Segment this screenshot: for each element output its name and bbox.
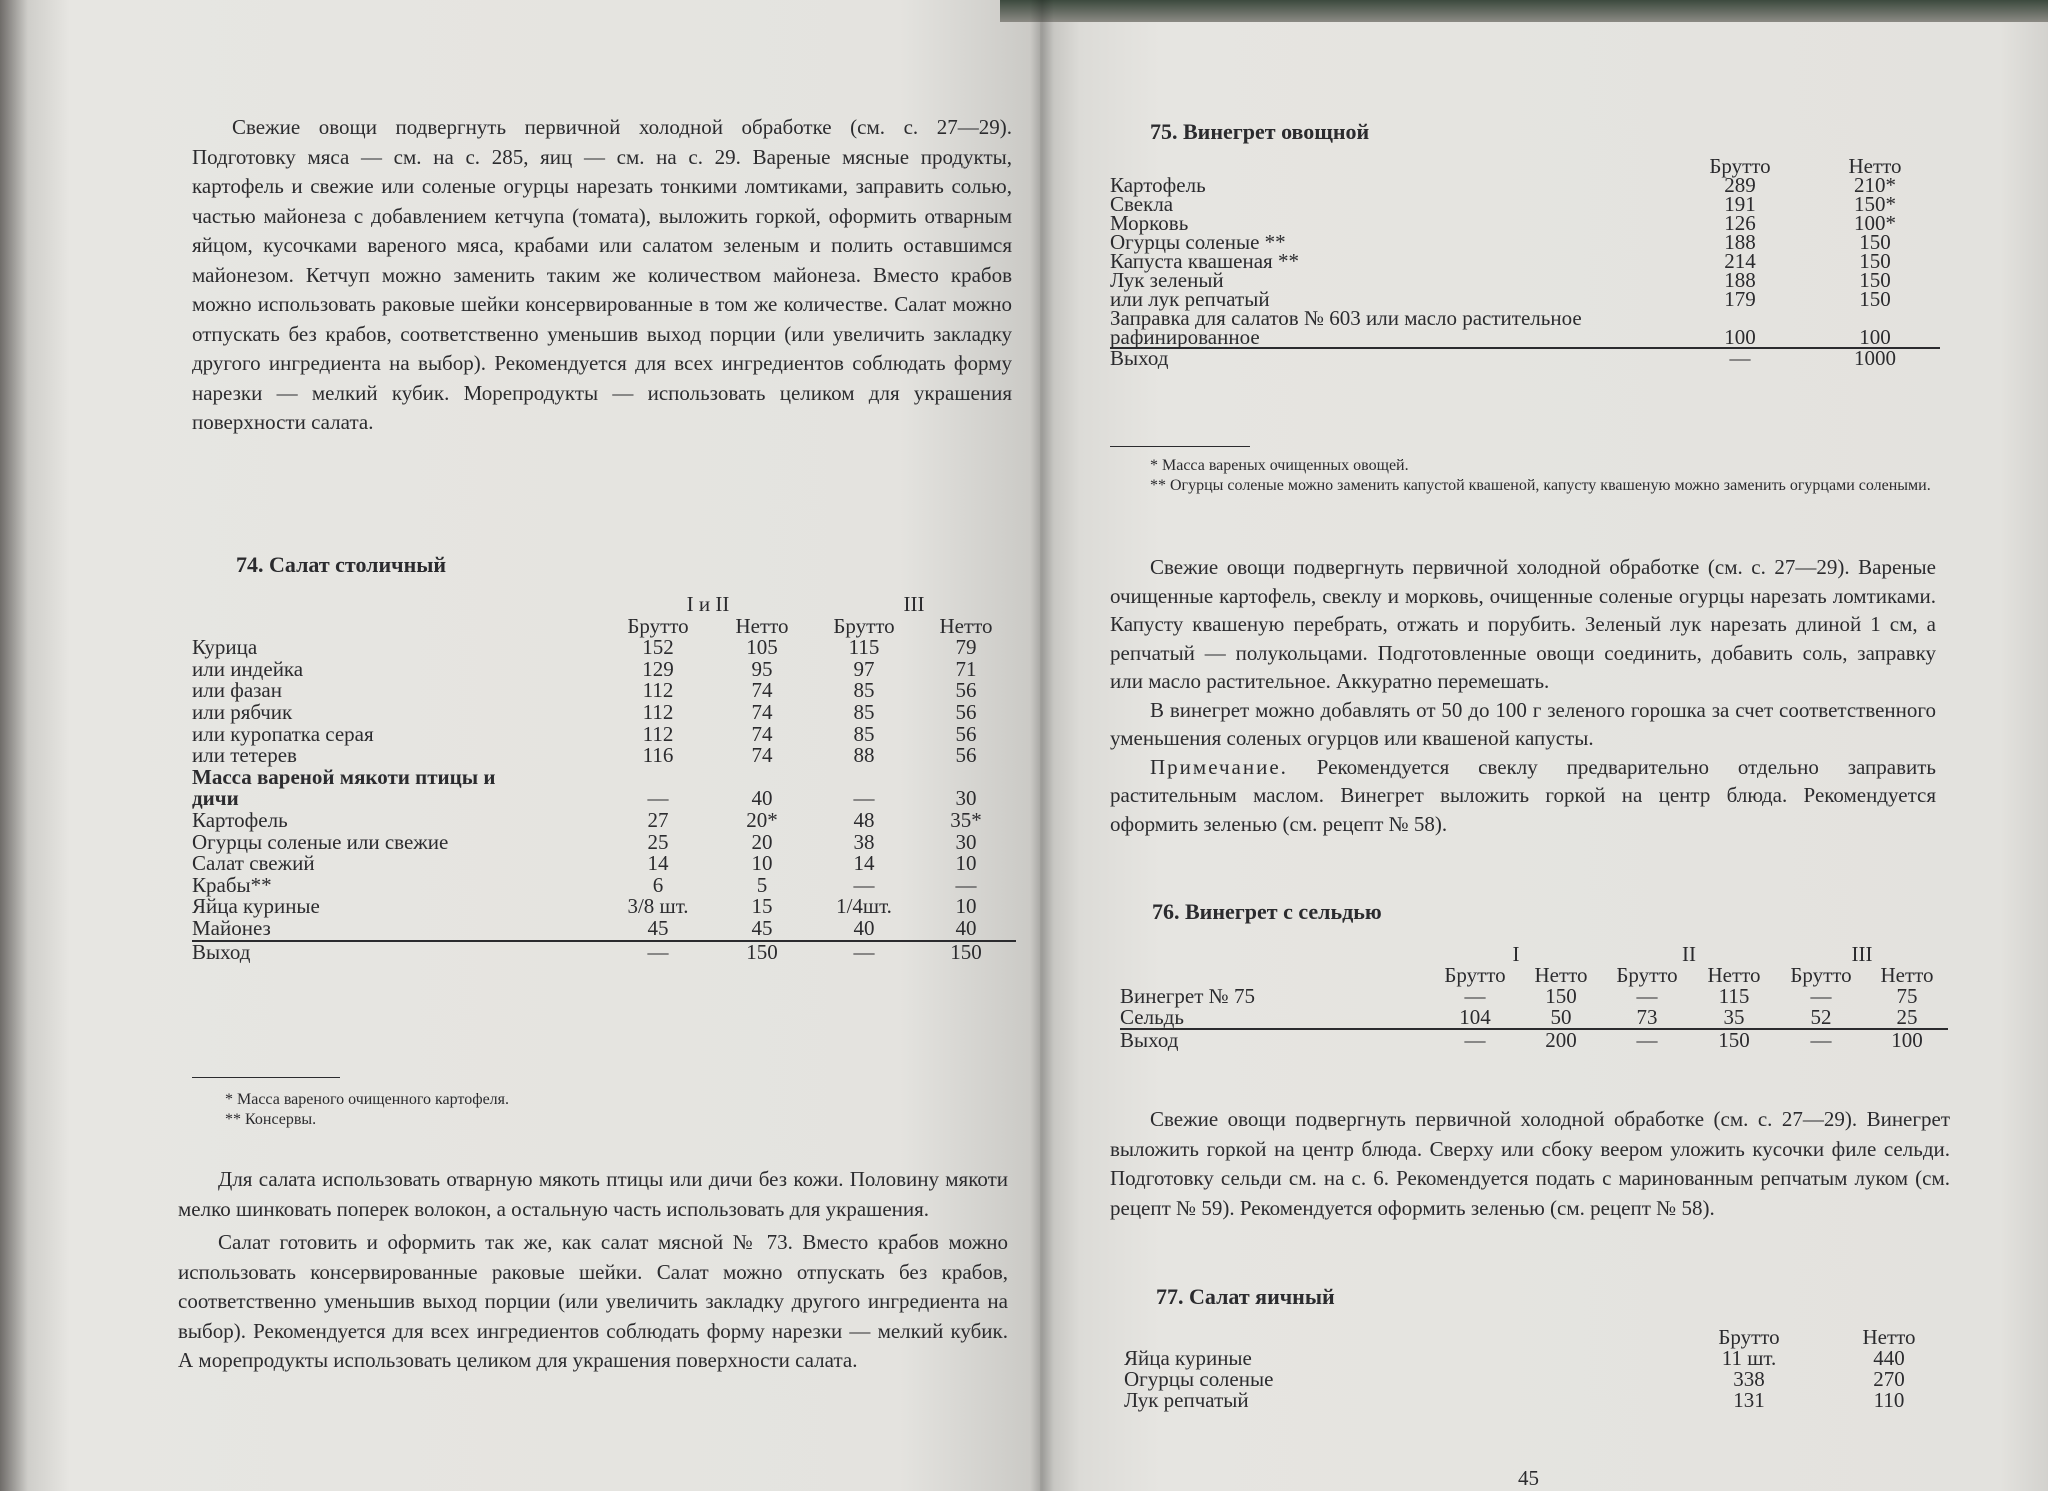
quantity-cell: 110 — [1873, 1388, 1905, 1412]
recipe-77-table-wrap — [1124, 1327, 1954, 1411]
quantity-cell: 100 — [1859, 325, 1891, 349]
quantity-cell: 56 — [955, 721, 977, 746]
column-header: Нетто — [1707, 963, 1761, 987]
total-cell: 150 — [1692, 1029, 1776, 1051]
footnote-rule — [1110, 446, 1250, 447]
ingredient-name: Заправка для салатов № 603 или масло растительное — [1110, 306, 1582, 330]
total-cell: — — [1776, 1029, 1866, 1051]
quantity-cell: — — [853, 786, 875, 811]
recipe-76-table — [1120, 944, 1948, 1051]
ingredient-name: Картофель — [1110, 173, 1206, 197]
quantity-cell: 112 — [642, 678, 674, 703]
table-row — [1110, 176, 1940, 195]
quantity-cell: 74 — [751, 743, 773, 768]
ingredient-name: или куропатка серая — [192, 721, 374, 746]
quantity-cell: 48 — [853, 807, 875, 832]
column-header: Брутто — [1444, 963, 1506, 987]
quantity-cell: 15 — [751, 894, 773, 919]
table-row — [1110, 252, 1940, 271]
quantity-cell: 10 — [751, 851, 773, 876]
ingredient-name: Салат свежий — [192, 851, 315, 876]
total-cell: 100 — [1866, 1029, 1948, 1051]
table-row — [192, 767, 1016, 789]
footnote: ** Консервы. — [225, 1111, 317, 1128]
quantity-cell: 115 — [1718, 984, 1750, 1008]
quantity-cell: 150 — [1859, 230, 1891, 254]
quantity-cell: 191 — [1724, 192, 1756, 216]
quantity-cell: 35* — [950, 807, 982, 832]
quantity-cell: 95 — [751, 656, 773, 681]
ingredient-name: Морковь — [1110, 211, 1189, 235]
quantity-cell: 56 — [955, 743, 977, 768]
column-header: Брутто — [1718, 1325, 1780, 1349]
intro-paragraph: Свежие овощи подвергнуть первичной холодной обработке (см. с. 27—29). Подготовку мяса — см. на с. 285, яиц — см. на с. 29. Вареные мясные продукты, картофель и свежие или соленые огурцы нарезать тонкими ломтиками, заправить солью, частью майонеза с добавлением кетчупа (томата), выложить горкой, оформить отварным яйцом, кусочками вареного мяса, крабами или салатом зеленым и полить оставшимся майонезом. Кетчуп можно заменить таким же количеством майонеза. Вместо крабов можно использовать раковые шейки консервированные в том же количестве. Салат можно отпускать без крабов, соответственно уменьшив выход порции (или увеличить закладку другого ингредиента на выбор). Рекомендуется для всех ингредиентов соблюдать форму нарезки — мелкий кубик. Морепродукты — использовать целиком для украшения поверхности салата. — [192, 115, 1012, 434]
quantity-cell: 14 — [647, 851, 669, 876]
quantity-cell: 150* — [1854, 192, 1896, 216]
recipe-76-paragraph: Свежие овощи подвергнуть первичной холодной обработке (см. с. 27—29). Винегрет выложить горкой на центр блюда. Сверху или сбоку веером уложить кусочки филе сельди. Подготовку сельди см. на с. 6. Рекомендуется подать с маринованным репчатым луком (см. рецепт № 59). Рекомендуется оформить зеленью (см. рецепт № 58). — [1110, 1107, 1950, 1220]
ingredient-name: Крабы** — [192, 872, 272, 897]
ingredient-name: Лук зеленый — [1110, 268, 1224, 292]
quantity-cell: 74 — [751, 678, 773, 703]
quantity-cell: 10 — [955, 851, 977, 876]
total-row — [192, 941, 1016, 964]
quantity-cell: 71 — [955, 656, 977, 681]
quantity-cell: 40 — [751, 786, 773, 811]
recipe-75-paragraph-1: Свежие овощи подвергнуть первичной холодной обработке (см. с. 27—29). Вареные очищенные картофель, свеклу и морковь, очищенные соленые огурцы нарезать ломтиками. Капусту квашеную перебрать, отжать и порубить. Зеленый лук нарезать длиной 1 см, а репчатый — полукольцами. Подготовленные овощи соединить, добавить соль, заправку или масло растительное. Аккуратно перемешать. — [1110, 555, 1936, 693]
quantity-cell: 5 — [756, 872, 768, 897]
table-row — [192, 724, 1016, 746]
quantity-cell: 440 — [1873, 1346, 1905, 1370]
group-header: I и II — [686, 592, 730, 616]
ingredient-name: рафинированное — [1110, 325, 1260, 349]
total-cell: 150 — [712, 941, 812, 964]
quantity-cell: 45 — [751, 915, 773, 940]
quantity-cell: 97 — [853, 656, 875, 681]
footnote: ** Огурцы соленые можно заменить капустой квашеной, капусту квашеную можно заменить огурцами солеными. — [1150, 477, 1931, 494]
table-row — [1124, 1390, 1954, 1411]
recipe-74-title: 74. Салат столичный — [236, 552, 447, 577]
total-cell: 150 — [916, 941, 1016, 964]
ingredient-name: Винегрет № 75 — [1120, 984, 1255, 1008]
quantity-cell: 6 — [652, 872, 664, 897]
ingredient-name: Огурцы соленые — [1124, 1367, 1274, 1391]
quantity-cell: 131 — [1733, 1388, 1765, 1412]
recipe-77-table — [1124, 1327, 1954, 1411]
quantity-cell: 56 — [955, 699, 977, 724]
table-row — [1110, 328, 1940, 348]
quantity-cell: 150 — [1859, 249, 1891, 273]
recipe-75-table-wrap — [1110, 154, 1940, 370]
page-number: 45 — [1518, 1466, 1539, 1490]
quantity-cell: 100* — [1854, 211, 1896, 235]
recipe-76-table-wrap — [1120, 944, 1948, 1051]
quantity-cell: 150 — [1859, 287, 1891, 311]
recipe-75-footnotes — [1110, 456, 1940, 496]
table-row — [192, 745, 1016, 767]
ingredient-name: Лук репчатый — [1124, 1388, 1249, 1412]
table-row — [192, 659, 1016, 681]
quantity-cell: 11 шт. — [1721, 1346, 1777, 1370]
quantity-cell: — — [1464, 984, 1486, 1008]
quantity-cell: 188 — [1724, 268, 1756, 292]
total-row — [1110, 348, 1940, 368]
quantity-cell: 45 — [647, 915, 669, 940]
quantity-cell: 270 — [1873, 1367, 1905, 1391]
quantity-cell: — — [1810, 984, 1832, 1008]
quantity-cell: 85 — [853, 721, 875, 746]
quantity-cell: 40 — [853, 915, 875, 940]
recipe-74-table-wrap — [192, 594, 1016, 963]
quantity-cell: 30 — [955, 829, 977, 854]
group-header: I — [1512, 942, 1520, 966]
footnote: * Масса вареного очищенного картофеля. — [225, 1091, 510, 1108]
table-row — [192, 702, 1016, 724]
ingredient-name: или рябчик — [192, 699, 293, 724]
group-header: III — [1851, 942, 1873, 966]
table-row — [192, 680, 1016, 702]
table-row — [1110, 195, 1940, 214]
quantity-cell: 27 — [647, 807, 669, 832]
table-row — [192, 896, 1016, 918]
ingredient-name: Картофель — [192, 807, 288, 832]
ingredient-name: Майонез — [192, 915, 271, 940]
column-header: Брутто — [627, 613, 689, 638]
quantity-cell: 74 — [751, 699, 773, 724]
quantity-cell: 116 — [642, 743, 674, 768]
quantity-cell: 150 — [1859, 268, 1891, 292]
ingredient-name: Огурцы соленые ** — [1110, 230, 1286, 254]
quantity-cell: — — [955, 872, 977, 897]
quantity-cell: 25 — [647, 829, 669, 854]
quantity-cell: 52 — [1810, 1005, 1832, 1029]
total-cell: — — [1430, 1029, 1520, 1051]
recipe-76-title: 76. Винегрет с сельдью — [1152, 899, 1382, 924]
recipe-75-header — [1150, 117, 1750, 147]
quantity-cell — [916, 767, 1016, 789]
ingredient-name: или тетерев — [192, 743, 297, 768]
quantity-cell: 338 — [1733, 1367, 1765, 1391]
table-row — [192, 918, 1016, 941]
ingredient-name: Курица — [192, 635, 258, 660]
ingredient-name: или индейка — [192, 656, 304, 681]
quantity-cell: — — [1636, 984, 1658, 1008]
quantity-cell: 179 — [1724, 287, 1756, 311]
ingredient-name: дичи — [192, 786, 239, 811]
recipe-75-paragraph-2: В винегрет можно добавлять от 50 до 100 г зеленого горошка за счет соответственного уменьшения соленых огурцов или квашеной капусты. — [1110, 697, 1936, 750]
recipe-77-title: 77. Салат яичный — [1156, 1284, 1335, 1309]
column-header: Нетто — [1862, 1325, 1916, 1349]
column-header: Брутто — [1709, 154, 1771, 178]
recipe-74-header — [236, 550, 836, 580]
table-row — [192, 810, 1016, 832]
table-row — [192, 853, 1016, 875]
ingredient-name: Свекла — [1110, 192, 1174, 216]
group-header: II — [1682, 942, 1696, 966]
background-strip — [1000, 0, 2048, 22]
note-label: Примечание. — [1150, 754, 1288, 779]
ingredient-name: Капуста квашеная ** — [1110, 249, 1299, 273]
quantity-cell: 40 — [955, 915, 977, 940]
quantity-cell: — — [647, 786, 669, 811]
recipe-74-text — [178, 1165, 1008, 1376]
recipe-74-paragraph-2: Салат готовить и оформить так же, как салат мясной № 73. Вместо крабов можно использовать консервированные раковые шейки. Салат можно отпускать без крабов, соответственно уменьшив выход порции (или увеличить закладку другого ингредиента на выбор). Рекомендуется для всех ингредиентов соблюдать форму нарезки — мелкий кубик. А морепродукты использовать целиком для украшения поверхности салата. — [178, 1230, 1008, 1372]
recipe-75-title: 75. Винегрет овощной — [1150, 119, 1370, 144]
ingredient-name: или фазан — [192, 678, 282, 703]
total-cell: — — [604, 941, 712, 964]
column-header: Брутто — [1616, 963, 1678, 987]
total-label: Выход — [1110, 348, 1670, 368]
total-cell: 1000 — [1810, 348, 1940, 368]
ingredient-name: или лук репчатый — [1110, 287, 1270, 311]
column-header: Брутто — [1790, 963, 1852, 987]
quantity-cell: 85 — [853, 678, 875, 703]
quantity-cell: 85 — [853, 699, 875, 724]
table-row — [192, 832, 1016, 854]
quantity-cell — [712, 767, 812, 789]
column-header: Нетто — [1534, 963, 1588, 987]
column-header: Нетто — [939, 613, 993, 638]
quantity-cell: 74 — [751, 721, 773, 746]
recipe-76-header — [1152, 897, 1752, 927]
footnote-rule — [192, 1077, 340, 1078]
table-row — [1120, 986, 1948, 1007]
quantity-cell — [604, 767, 712, 789]
total-label: Выход — [1120, 1029, 1430, 1051]
quantity-cell: 129 — [642, 656, 674, 681]
column-header: Брутто — [833, 613, 895, 638]
total-cell: — — [812, 941, 916, 964]
column-header: Нетто — [1848, 154, 1902, 178]
total-cell: — — [1602, 1029, 1692, 1051]
total-cell: — — [1670, 348, 1810, 368]
left-intro — [192, 113, 1012, 438]
table-row — [1120, 1007, 1948, 1029]
quantity-cell: 20* — [746, 807, 778, 832]
quantity-cell: 25 — [1896, 1005, 1918, 1029]
column-header: Нетто — [1880, 963, 1934, 987]
ingredient-name: Масса вареной мякоти птицы и — [192, 764, 496, 789]
recipe-74-paragraph-1: Для салата использовать отварную мякоть птицы или дичи без кожи. Половину мякоти мелко шинковать поперек волокон, а остальную часть использовать для украшения. — [178, 1167, 1008, 1221]
total-cell: 200 — [1520, 1029, 1602, 1051]
recipe-75-text — [1110, 553, 1936, 838]
table-row — [1124, 1369, 1954, 1390]
quantity-cell: 10 — [955, 894, 977, 919]
recipe-76-text — [1110, 1105, 1950, 1223]
ingredient-name: Огурцы соленые или свежие — [192, 829, 449, 854]
book-gutter — [1030, 0, 1054, 1491]
quantity-cell: 1/4шт. — [836, 894, 892, 919]
total-row — [1120, 1029, 1948, 1051]
quantity-cell: 88 — [853, 743, 875, 768]
recipe-74-footnotes — [225, 1090, 925, 1130]
quantity-cell: 112 — [642, 721, 674, 746]
table-row — [192, 875, 1016, 897]
quantity-cell: 100 — [1724, 325, 1756, 349]
quantity-cell: 104 — [1459, 1005, 1491, 1029]
quantity-cell: 112 — [642, 699, 674, 724]
table-row — [1124, 1348, 1954, 1369]
quantity-cell: 214 — [1724, 249, 1756, 273]
total-label: Выход — [192, 941, 604, 964]
quantity-cell: 56 — [955, 678, 977, 703]
quantity-cell: 115 — [848, 635, 880, 660]
quantity-cell — [812, 767, 916, 789]
column-header: Нетто — [735, 613, 789, 638]
table-row — [192, 637, 1016, 659]
group-header: III — [903, 592, 925, 616]
table-row — [192, 788, 1016, 810]
footnote: * Масса вареных очищенных овощей. — [1150, 457, 1409, 474]
recipe-75-table — [1110, 154, 1940, 370]
ingredient-name: Сельдь — [1120, 1005, 1184, 1029]
quantity-cell: 210* — [1854, 173, 1896, 197]
quantity-cell: 126 — [1724, 211, 1756, 235]
quantity-cell: 289 — [1724, 173, 1756, 197]
quantity-cell: 38 — [853, 829, 875, 854]
note-text: Рекомендуется свеклу предварительно отдельно заправить растительным маслом. Винегрет выложить горкой на центр блюда. Рекомендуется оформить зеленью (см. рецепт № 58). — [1110, 754, 1937, 836]
quantity-cell: 105 — [746, 635, 778, 660]
quantity-cell: 79 — [955, 635, 977, 660]
quantity-cell: 20 — [751, 829, 773, 854]
ingredient-name: Яйца куриные — [1124, 1346, 1252, 1370]
recipe-77-header — [1156, 1282, 1756, 1312]
quantity-cell: 35 — [1723, 1005, 1745, 1029]
quantity-cell: 14 — [853, 851, 875, 876]
quantity-cell: 150 — [1545, 984, 1577, 1008]
quantity-cell: 50 — [1550, 1005, 1572, 1029]
quantity-cell: 75 — [1896, 984, 1918, 1008]
quantity-cell: 73 — [1636, 1005, 1658, 1029]
quantity-cell: — — [853, 872, 875, 897]
quantity-cell: 3/8 шт. — [627, 894, 689, 919]
quantity-cell: 152 — [642, 635, 674, 660]
ingredient-name: Яйца куриные — [192, 894, 320, 919]
quantity-cell: 188 — [1724, 230, 1756, 254]
quantity-cell: 30 — [955, 786, 977, 811]
recipe-74-table — [192, 594, 1016, 963]
